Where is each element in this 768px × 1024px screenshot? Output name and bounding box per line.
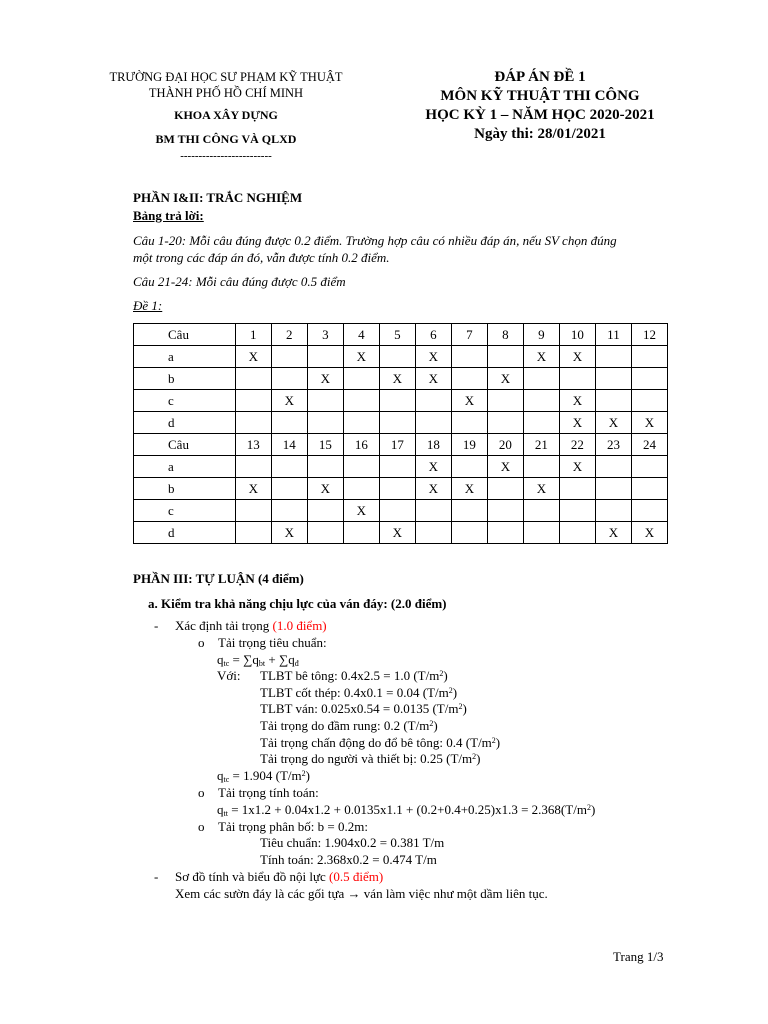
- answer-cell: [595, 346, 631, 368]
- load-line-concrete: [260, 668, 448, 684]
- answer-cell: [343, 478, 379, 500]
- bullet-circle: o: [198, 635, 205, 650]
- bullet-dash: -: [154, 618, 159, 633]
- answer-cell: [307, 346, 343, 368]
- question-number: 2: [271, 324, 307, 346]
- answer-cell: [415, 500, 451, 522]
- question-number: 4: [343, 324, 379, 346]
- answer-cell: [451, 368, 487, 390]
- answer-cell: [379, 456, 415, 478]
- load-text: TLBT cốt thép: 0.4x0.1 = 0.04 (T/m: [260, 685, 449, 700]
- answer-cell: X: [559, 390, 595, 412]
- voi-label: Với:: [217, 668, 241, 683]
- answer-cell: [415, 390, 451, 412]
- load-determination-text: Xác định tải trọng: [175, 618, 273, 633]
- answer-cell: [559, 368, 595, 390]
- answer-cell: [415, 412, 451, 434]
- answer-cell: X: [559, 456, 595, 478]
- design-load-label: Tải trọng tính toán:: [218, 785, 319, 800]
- header-right: [390, 68, 690, 144]
- answer-cell: X: [559, 412, 595, 434]
- option-label: a: [134, 346, 236, 368]
- answer-cell: [235, 368, 271, 390]
- distributed-load-label: Tải trọng phân bố: b = 0.2m:: [218, 819, 368, 834]
- question-number: 20: [487, 434, 523, 456]
- page-number: Trang 1/3: [613, 949, 664, 964]
- answer-cell: [451, 500, 487, 522]
- load-text: TLBT bê tông: 0.4x2.5 = 1.0 (T/m: [260, 668, 440, 683]
- subject-title: MÔN KỸ THUẬT THI CÔNG: [440, 88, 640, 104]
- question-number: 21: [523, 434, 559, 456]
- answer-cell: [631, 500, 667, 522]
- table-row: [134, 346, 668, 368]
- qtc-sub-bt: bt: [258, 659, 266, 668]
- question-number: 6: [415, 324, 451, 346]
- answer-cell: [487, 346, 523, 368]
- answer-cell: [235, 390, 271, 412]
- question-number: 14: [271, 434, 307, 456]
- answer-cell: [235, 412, 271, 434]
- load-text: Tải trọng do đầm rung: 0.2 (T/m: [260, 718, 430, 733]
- question-number: 5: [379, 324, 415, 346]
- answer-cell: [379, 500, 415, 522]
- answer-cell: [487, 390, 523, 412]
- qtt-sub: tt: [223, 809, 228, 818]
- sup: 2: [439, 669, 444, 678]
- qtc-plus: + ∑q: [265, 652, 295, 667]
- table-row: [134, 390, 668, 412]
- answer-cell: [451, 412, 487, 434]
- qtt-val: = 1x1.2 + 0.04x1.2 + 0.0135x1.1 + (0.2+0.4+0.25)x1.3 = 2.368(T/m: [227, 802, 587, 817]
- answer-cell: X: [379, 368, 415, 390]
- question-number: 7: [451, 324, 487, 346]
- question-number: 16: [343, 434, 379, 456]
- answer-cell: X: [379, 522, 415, 544]
- faculty-name: KHOA XÂY DỰNG: [174, 108, 278, 122]
- answer-cell: X: [271, 390, 307, 412]
- answer-cell: [595, 500, 631, 522]
- question-number: 24: [631, 434, 667, 456]
- load-determination: [175, 618, 327, 634]
- answer-cell: [307, 500, 343, 522]
- qtc-res-sub: tc: [223, 775, 230, 784]
- answer-cell: X: [523, 346, 559, 368]
- answer-cell: [235, 522, 271, 544]
- option-label: d: [134, 522, 236, 544]
- answer-cell: [271, 500, 307, 522]
- answer-cell: X: [271, 522, 307, 544]
- bullet-dash: -: [154, 869, 159, 884]
- qtc-formula: [217, 652, 299, 668]
- question-number: 22: [559, 434, 595, 456]
- load-determination-points: (1.0 điểm): [272, 618, 327, 633]
- diagram-heading-text: Sơ đồ tính và biểu đồ nội lực: [175, 869, 330, 884]
- answer-cell: [307, 412, 343, 434]
- standard-distributed: Tiêu chuẩn: 1.904x0.2 = 0.381 T/m: [260, 835, 445, 850]
- option-label: c: [134, 390, 236, 412]
- answer-cell: [559, 478, 595, 500]
- option-label: a: [134, 456, 236, 478]
- exam-label: Đề 1:: [133, 298, 163, 313]
- answer-cell: [235, 456, 271, 478]
- answer-cell: [343, 368, 379, 390]
- part3-sub-a: a. Kiểm tra khả năng chịu lực của ván đáy: (2.0 điểm): [148, 596, 447, 611]
- qtt-formula: [217, 802, 595, 818]
- answer-cell: [235, 500, 271, 522]
- answer-cell: X: [487, 368, 523, 390]
- answer-cell: [631, 456, 667, 478]
- scoring-note-line1: Câu 1-20: Mỗi câu đúng được 0.2 điểm. Trường hợp câu có nhiều đáp án, nếu SV chọn đúng: [133, 233, 617, 248]
- option-label: b: [134, 368, 236, 390]
- answer-cell: [595, 478, 631, 500]
- answer-cell: [487, 500, 523, 522]
- answer-cell: X: [415, 368, 451, 390]
- sup: 2: [491, 736, 496, 745]
- school-name-line1: TRƯỜNG ĐẠI HỌC SƯ PHẠM KỸ THUẬT: [109, 70, 343, 84]
- table-row: [134, 478, 668, 500]
- answer-cell: [379, 390, 415, 412]
- part3-heading: PHẦN III: TỰ LUẬN (4 điểm): [133, 571, 304, 586]
- load-text: TLBT ván: 0.025x0.54 = 0.0135 (T/m: [260, 701, 459, 716]
- design-distributed: Tính toán: 2.368x0.2 = 0.474 T/m: [260, 852, 437, 867]
- answer-cell: [595, 368, 631, 390]
- answer-cell: [631, 478, 667, 500]
- sup: 2: [429, 719, 434, 728]
- answer-cell: [487, 412, 523, 434]
- load-line-pouring: [260, 735, 500, 751]
- answer-cell: [271, 412, 307, 434]
- question-header-cell: Câu: [134, 434, 236, 456]
- answer-cell: X: [631, 522, 667, 544]
- load-line-formwork: [260, 701, 467, 717]
- close-paren: ): [476, 751, 481, 766]
- table-row: [134, 412, 668, 434]
- table-header-row: [134, 324, 668, 346]
- question-number: 3: [307, 324, 343, 346]
- answer-cell: X: [307, 478, 343, 500]
- question-number: 19: [451, 434, 487, 456]
- answer-cell: [595, 390, 631, 412]
- answer-cell: X: [415, 346, 451, 368]
- answer-cell: X: [595, 412, 631, 434]
- answer-cell: X: [343, 500, 379, 522]
- answer-cell: [271, 346, 307, 368]
- answer-cell: [451, 456, 487, 478]
- table-row: [134, 456, 668, 478]
- answer-cell: X: [631, 412, 667, 434]
- answer-table-1: [133, 323, 668, 544]
- answer-cell: X: [595, 522, 631, 544]
- qtc-q: q: [217, 652, 224, 667]
- sup: 2: [586, 803, 591, 812]
- diagram-heading: [175, 869, 383, 885]
- table-row: [134, 368, 668, 390]
- qtc-res-q: q: [217, 768, 224, 783]
- sup: 2: [301, 769, 306, 778]
- department-name: BM THI CÔNG VÀ QLXD: [155, 132, 297, 146]
- load-text: Tải trọng do người và thiết bị: 0.25 (T/m: [260, 751, 473, 766]
- answer-cell: [307, 522, 343, 544]
- close-paren: ): [433, 718, 438, 733]
- option-label: c: [134, 500, 236, 522]
- qtt-q: q: [217, 802, 224, 817]
- answer-cell: [523, 456, 559, 478]
- answer-cell: [271, 368, 307, 390]
- answer-cell: [559, 500, 595, 522]
- qtc-result: [217, 768, 310, 784]
- answer-cell: X: [343, 346, 379, 368]
- answer-cell: [631, 390, 667, 412]
- table-header-row: [134, 434, 668, 456]
- bullet-circle: o: [198, 819, 205, 834]
- qtc-sub-d: đ: [294, 659, 299, 668]
- question-number: 18: [415, 434, 451, 456]
- diagram-heading-points: (0.5 điểm): [329, 869, 384, 884]
- table-row: [134, 522, 668, 544]
- part12-heading: PHẦN I&II: TRẮC NGHIỆM: [133, 190, 303, 205]
- header-left: [96, 69, 356, 161]
- answer-cell: [271, 478, 307, 500]
- answer-cell: [415, 522, 451, 544]
- close-paren: ): [443, 668, 448, 683]
- sup: 2: [448, 686, 453, 695]
- answer-cell: X: [235, 478, 271, 500]
- answer-cell: [595, 456, 631, 478]
- question-number: 10: [559, 324, 595, 346]
- doc-title: ĐÁP ÁN ĐỀ 1: [494, 69, 586, 85]
- load-line-steel: [260, 685, 457, 701]
- question-number: 17: [379, 434, 415, 456]
- answer-cell: [343, 390, 379, 412]
- close-paren: ): [305, 768, 310, 783]
- scoring-note-2: Câu 21-24: Mỗi câu đúng được 0.5 điểm: [133, 274, 346, 289]
- answer-sheet-label: Bảng trả lời:: [133, 208, 204, 223]
- answer-cell: [379, 346, 415, 368]
- answer-cell: [379, 478, 415, 500]
- close-paren: ): [590, 802, 596, 817]
- answer-cell: [523, 368, 559, 390]
- question-number: 1: [235, 324, 271, 346]
- answer-cell: [487, 478, 523, 500]
- semester-title: HỌC KỲ 1 – NĂM HỌC 2020-2021: [425, 107, 655, 123]
- answer-cell: [307, 390, 343, 412]
- question-number: 9: [523, 324, 559, 346]
- sup: 2: [472, 752, 477, 761]
- answer-cell: [307, 456, 343, 478]
- answer-cell: [271, 456, 307, 478]
- table-row: [134, 500, 668, 522]
- answer-cell: X: [487, 456, 523, 478]
- qtc-eq: = ∑q: [229, 652, 259, 667]
- close-paren: ): [495, 735, 501, 750]
- answer-cell: [487, 522, 523, 544]
- answer-cell: [523, 390, 559, 412]
- bullet-circle: o: [198, 785, 205, 800]
- answer-cell: [631, 368, 667, 390]
- standard-load-label: Tải trọng tiêu chuẩn:: [218, 635, 327, 650]
- question-number: 11: [595, 324, 631, 346]
- close-paren: ): [452, 685, 458, 700]
- sup: 2: [458, 702, 463, 711]
- option-label: b: [134, 478, 236, 500]
- question-number: 13: [235, 434, 271, 456]
- question-header-cell: Câu: [134, 324, 236, 346]
- answer-cell: [343, 412, 379, 434]
- answer-cell: [451, 522, 487, 544]
- close-paren: ): [462, 701, 467, 716]
- load-text: Tải trọng chấn động do đổ bê tông: 0.4 (T/m: [260, 735, 492, 750]
- diagram-description: Xem các sườn đáy là các gối tựa → ván làm việc như một dầm liên tục.: [175, 886, 548, 901]
- answer-cell: [559, 522, 595, 544]
- load-line-people: [260, 751, 480, 767]
- question-number: 12: [631, 324, 667, 346]
- answer-cell: X: [307, 368, 343, 390]
- qtc-res-val: = 1.904 (T/m: [229, 768, 302, 783]
- load-line-vibration: [260, 718, 438, 734]
- option-label: d: [134, 412, 236, 434]
- answer-cell: X: [451, 478, 487, 500]
- answer-cell: X: [415, 456, 451, 478]
- qtc-sub: tc: [223, 659, 230, 668]
- answer-cell: X: [451, 390, 487, 412]
- question-number: 23: [595, 434, 631, 456]
- answer-cell: [343, 456, 379, 478]
- scoring-note-line2: một trong các đáp án đó, vẫn được tính 0.2 điểm.: [133, 250, 390, 265]
- answer-cell: [451, 346, 487, 368]
- exam-date: Ngày thi: 28/01/2021: [474, 126, 606, 142]
- answer-cell: X: [235, 346, 271, 368]
- answer-cell: [631, 346, 667, 368]
- question-number: 8: [487, 324, 523, 346]
- answer-cell: X: [415, 478, 451, 500]
- answer-cell: X: [523, 478, 559, 500]
- answer-cell: [379, 412, 415, 434]
- header-separator: -------------------------: [180, 150, 272, 162]
- answer-cell: X: [559, 346, 595, 368]
- answer-cell: [523, 500, 559, 522]
- answer-cell: [523, 522, 559, 544]
- question-number: 15: [307, 434, 343, 456]
- answer-cell: [343, 522, 379, 544]
- answer-cell: [523, 412, 559, 434]
- school-name-line2: THÀNH PHỐ HỒ CHÍ MINH: [148, 86, 304, 100]
